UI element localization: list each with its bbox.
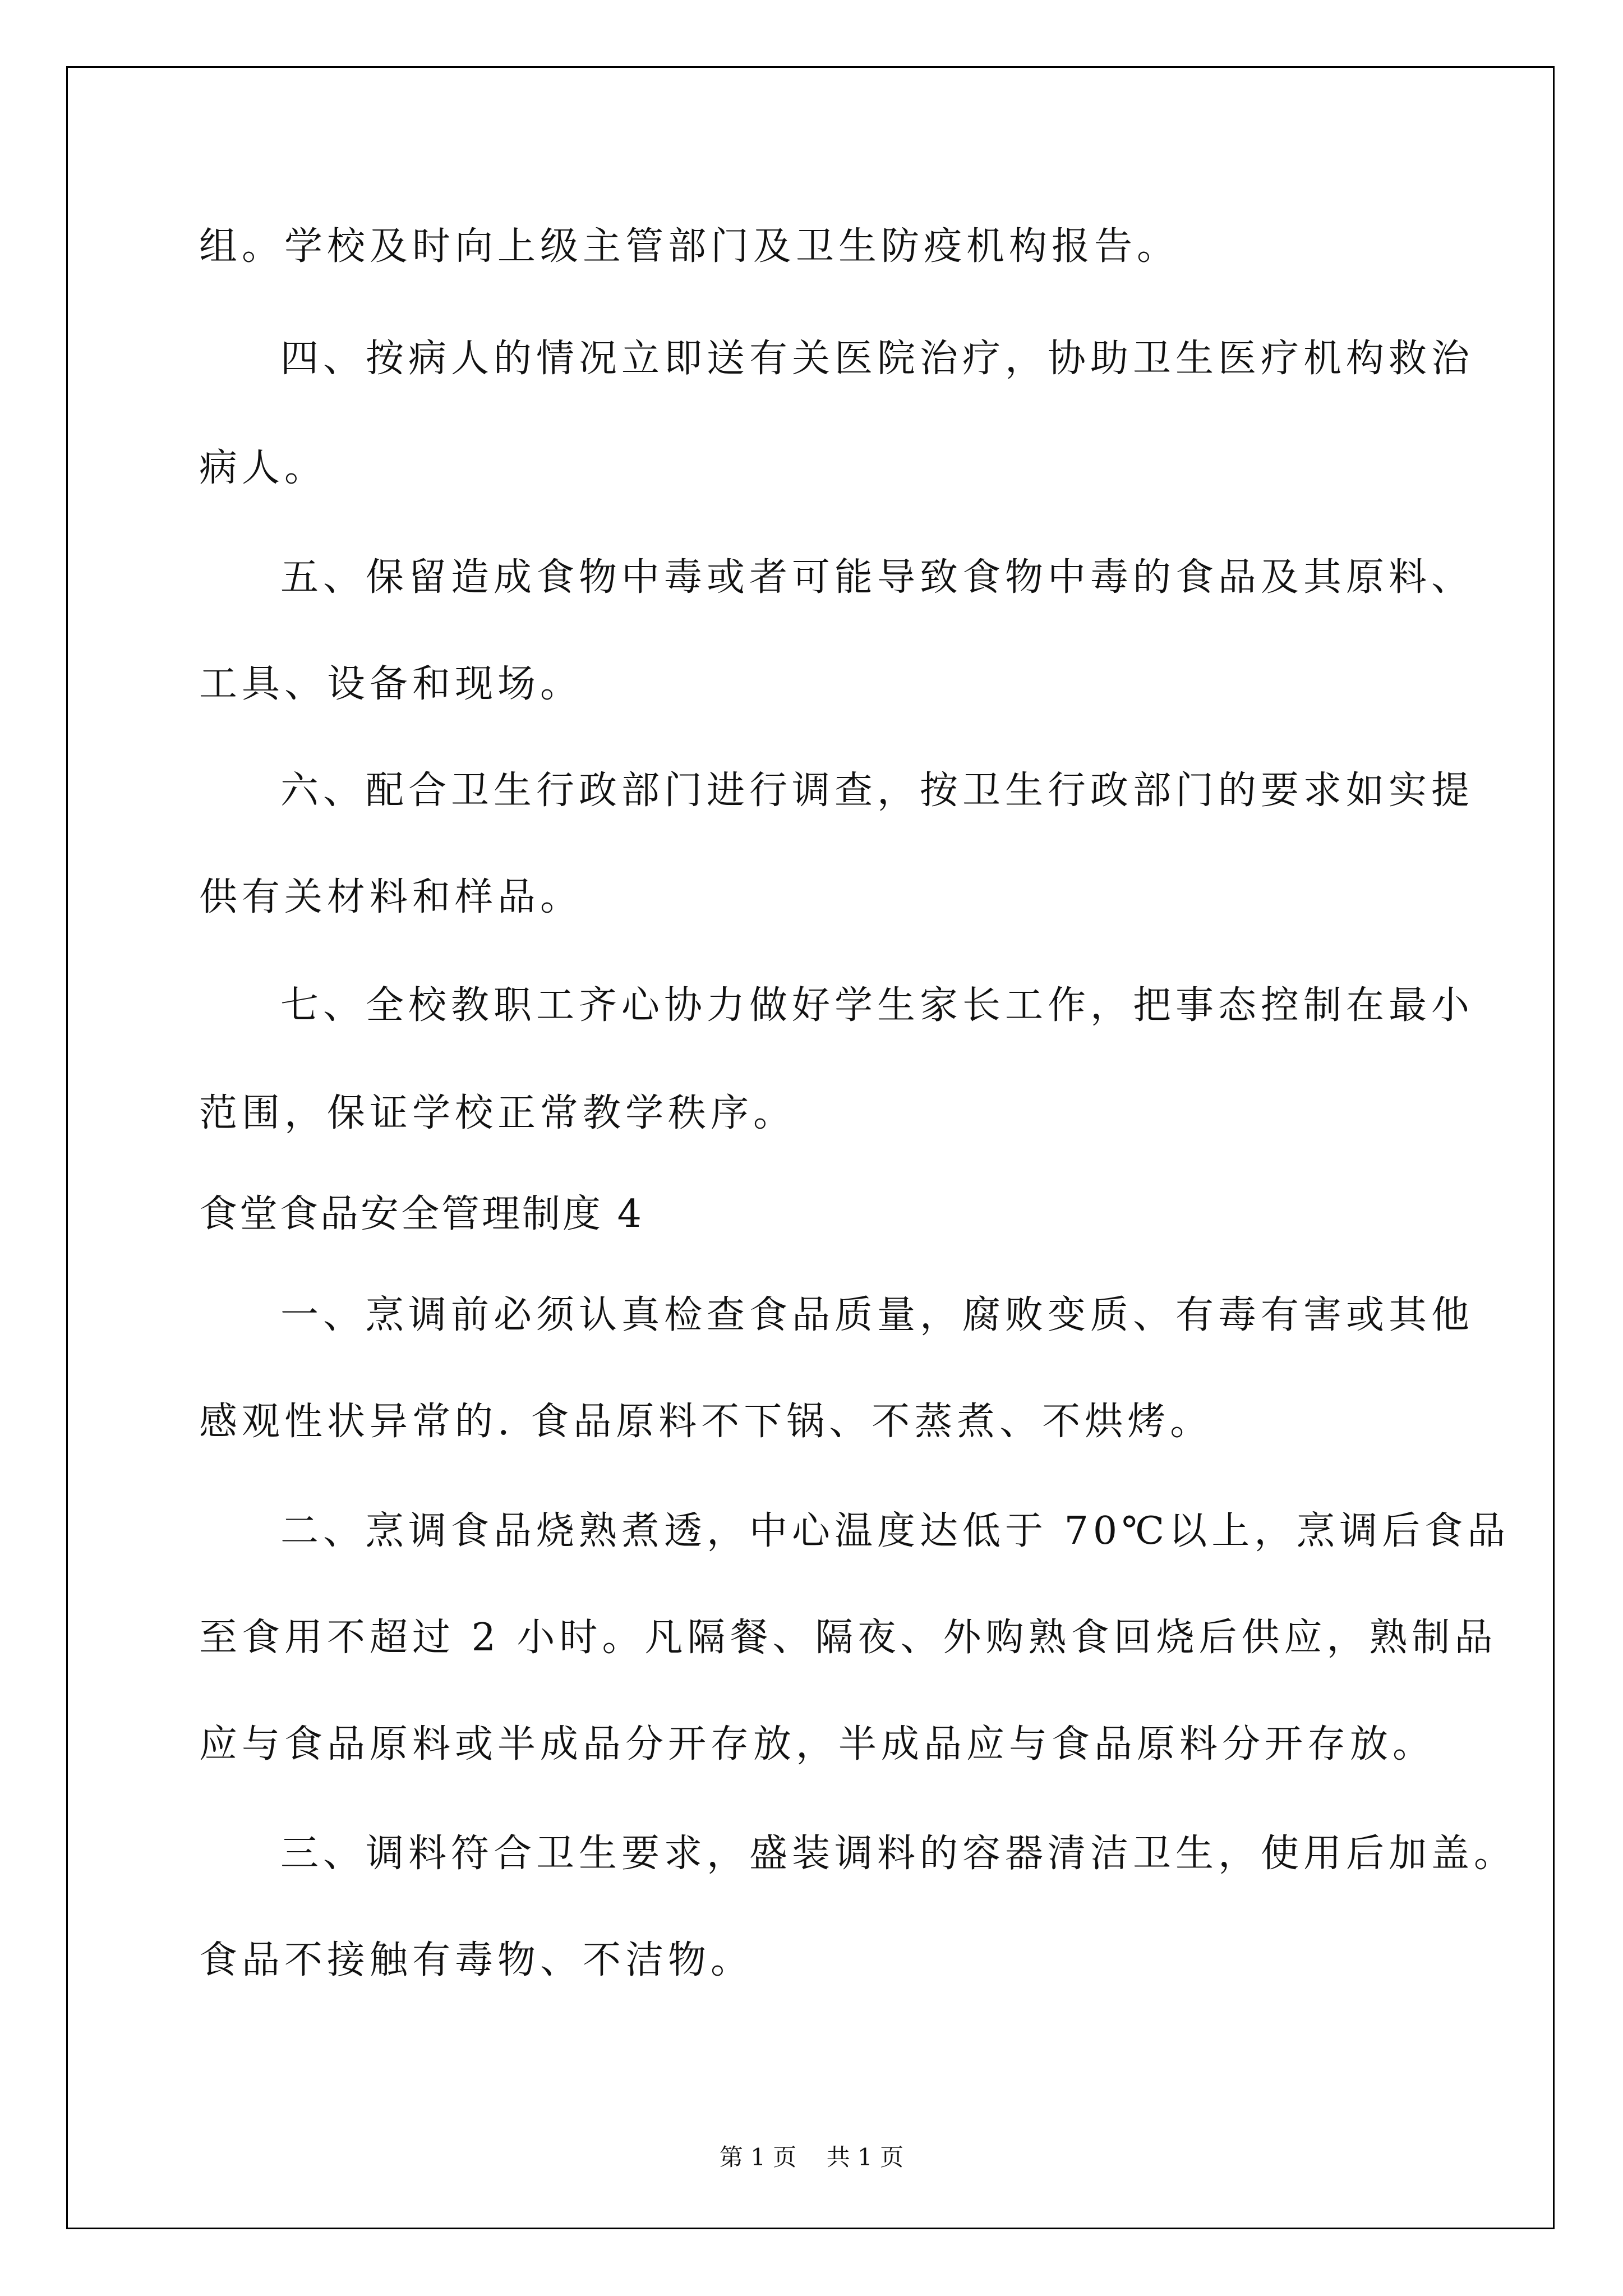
text-line: 工具、设备和现场。 — [199, 662, 583, 706]
text-line: 三、调料符合卫生要求，盛装调料的容器清洁卫生，使用后加盖。 — [280, 1832, 1517, 1876]
text-line: 六、配合卫生行政部门进行调查，按卫生行政部门的要求如实提 — [280, 769, 1474, 813]
text-line: 五、保留造成食物中毒或者可能导致食物中毒的食品及其原料、 — [280, 555, 1474, 600]
text-line: 组。学校及时向上级主管部门及卫生防疫机构报告。 — [199, 224, 1180, 269]
text-line: 二、烹调食品烧熟煮透，中心温度达低于 70℃以上，烹调后食品 — [280, 1509, 1510, 1553]
section-heading: 食堂食品安全管理制度 4 — [199, 1192, 644, 1236]
text-line: 七、全校教职工齐心协力做好学生家长工作，把事态控制在最小 — [280, 983, 1474, 1028]
text-line: 至食用不超过 2 小时。凡隔餐、隔夜、外购熟食回烧后供应，熟制品 — [199, 1616, 1497, 1660]
text-line: 供有关材料和样品。 — [199, 875, 583, 919]
page-border — [66, 66, 1555, 2229]
text-line: 一、烹调前必须认真检查食品质量，腐败变质、有毒有害或其他 — [280, 1293, 1474, 1337]
text-line: 四、按病人的情况立即送有关医院治疗，协助卫生医疗机构救治 — [280, 337, 1474, 381]
text-line: 病人。 — [199, 446, 328, 490]
page-number-footer: 第 1 页 共 1 页 — [719, 2143, 904, 2171]
text-line: 应与食品原料或半成品分开存放，半成品应与食品原料分开存放。 — [199, 1722, 1436, 1766]
text-line: 范围，保证学校正常教学秩序。 — [199, 1091, 796, 1135]
text-line: 感观性状异常的. 食品原料不下锅、不蒸煮、不烘烤。 — [199, 1400, 1213, 1444]
text-line: 食品不接触有毒物、不洁物。 — [199, 1938, 754, 1982]
